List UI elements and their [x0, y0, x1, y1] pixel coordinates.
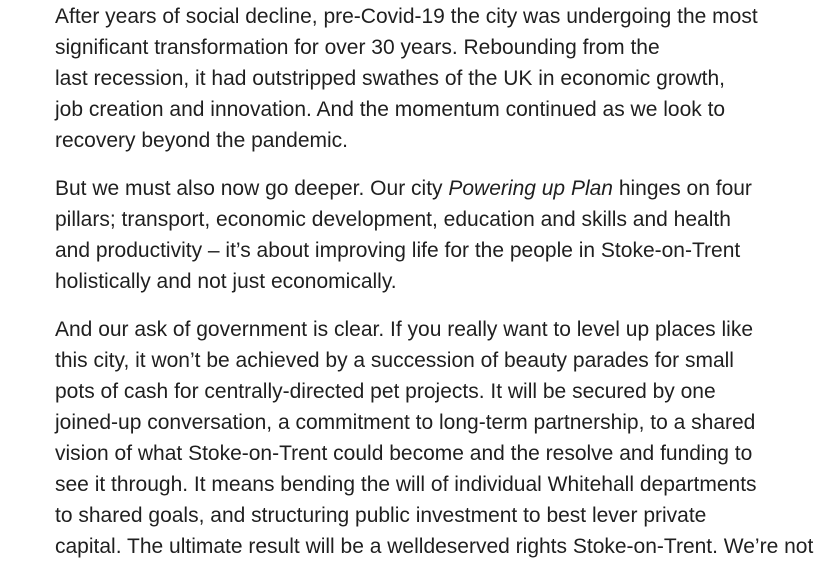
text-segment: hinges on four: [612, 177, 752, 200]
text-line: and productivity – it’s about improving life for the people in Stoke-on-Trent: [55, 239, 741, 262]
text-line: And our ask of government is clear. If you really want to level up places like: [55, 318, 754, 341]
text-line: capital. The ultimate result will be a welldeserved rights Stoke-on-Trent. We’re not: [55, 535, 814, 558]
paragraph-3: [55, 314, 813, 562]
text-line: last recession, it had outstripped swathes of the UK in economic growth,: [55, 67, 726, 90]
paragraph-1: [55, 1, 758, 156]
text-line: this city, it won’t be achieved by a succession of beauty parades for small: [55, 349, 734, 372]
paragraph-2: [55, 173, 752, 297]
text-line: pillars; transport, economic development, education and skills and health: [55, 208, 731, 231]
text-line: holistically and not just economically.: [55, 270, 397, 293]
text-segment: But we must also now go deeper. Our city: [55, 177, 449, 200]
text-line: joined-up conversation, a commitment to long-term partnership, to a shared: [55, 411, 756, 434]
text-line: vision of what Stoke-on-Trent could become and the resolve and funding to: [55, 442, 753, 465]
text-line: see it through. It means bending the will of individual Whitehall departments: [55, 473, 757, 496]
text-line: After years of social decline, pre-Covid-19 the city was undergoing the most: [55, 5, 758, 28]
text-line: [55, 173, 752, 204]
text-line: recovery beyond the pandemic.: [55, 129, 349, 152]
text-line: to shared goals, and structuring public investment to best lever private: [55, 504, 707, 527]
text-line: significant transformation for over 30 years. Rebounding from the: [55, 36, 660, 59]
text-line: job creation and innovation. And the momentum continued as we look to: [55, 98, 726, 121]
text-line: pots of cash for centrally-directed pet projects. It will be secured by one: [55, 380, 716, 403]
plan-title-italic: Powering up Plan: [448, 177, 613, 200]
